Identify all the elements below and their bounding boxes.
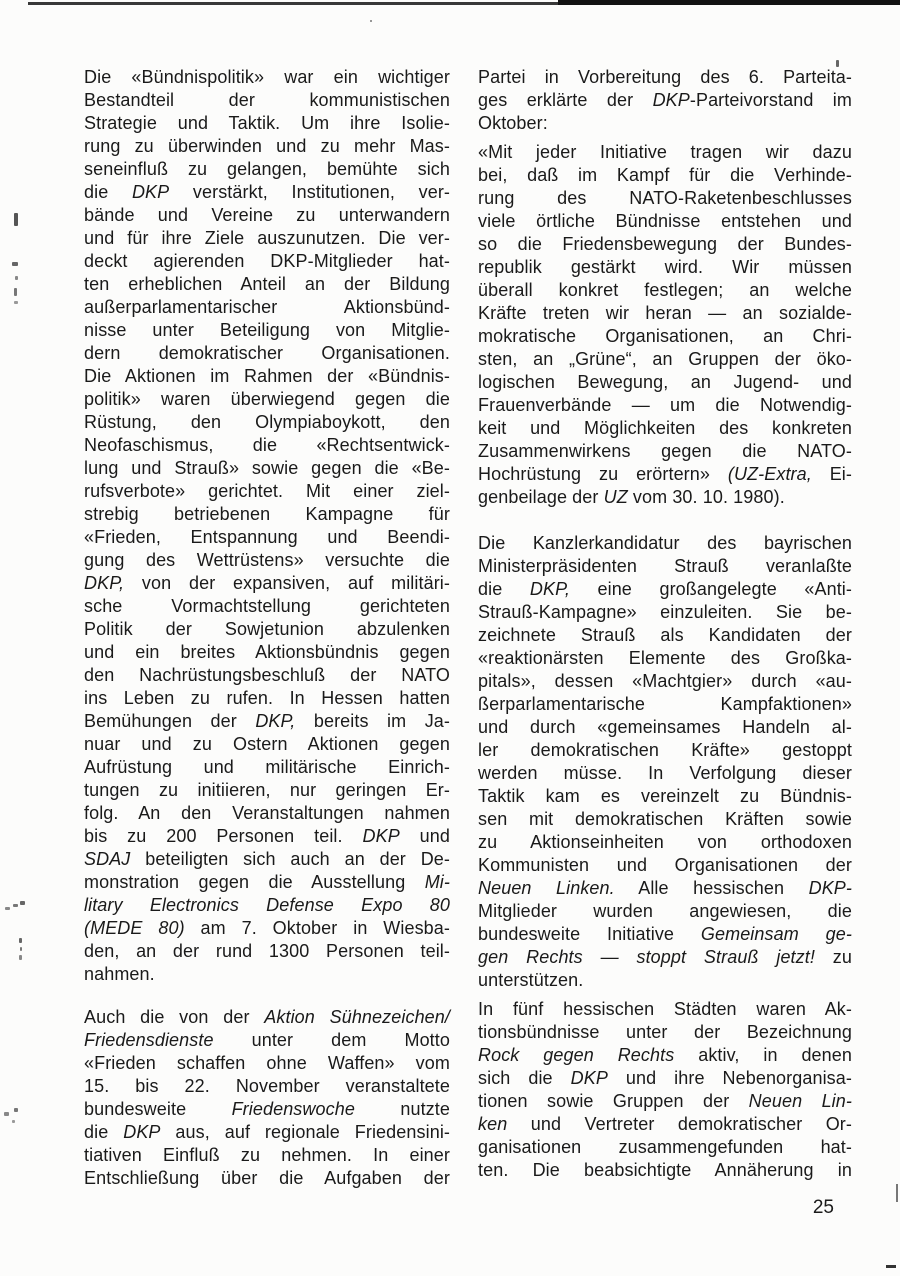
scan-artifact-speck	[370, 20, 372, 22]
text-line: «Mit jeder Initiative tragen wir dazu	[478, 142, 852, 162]
scan-artifact-speck	[19, 938, 22, 943]
text-line: tungen zu initiieren, nur geringen Er-	[84, 780, 450, 800]
text-line: bei, daß im Kampf für die Verhinde-	[478, 165, 852, 185]
scan-artifact-speck	[20, 947, 22, 951]
text-line: zeichnete Strauß als Kandidaten der	[478, 625, 852, 645]
text-line: politik» waren überwiegend gegen die	[84, 389, 450, 409]
text-line: Ministerpräsidenten Strauß veranlaßte	[478, 556, 852, 576]
text-line: den Nachrüstungsbeschluß der NATO	[84, 665, 450, 685]
text-line: Auch die von der Aktion Sühnezeichen/	[84, 1007, 451, 1027]
text-line: so die Friedensbewegung der Bundes-	[478, 234, 852, 254]
paragraph	[478, 532, 852, 992]
text-line: rung des NATO-Raketenbeschlusses	[478, 188, 852, 208]
text-line: und durch «gemeinsames Handeln al-	[478, 717, 852, 737]
text-line: «Frieden, Entspannung und Beendi-	[84, 527, 450, 547]
paragraph	[478, 66, 852, 135]
scan-artifact-corner-mark	[886, 1265, 896, 1268]
paragraph	[84, 66, 450, 986]
text-line: republik gestärkt wird. Wir müssen	[478, 257, 852, 277]
text-line: ten erheblichen Anteil an der Bildung	[84, 274, 450, 294]
text-line: tionen sowie Gruppen der Neuen Lin-	[478, 1091, 852, 1111]
text-line: ler demokratischen Kräfte» gestoppt	[478, 740, 852, 760]
scan-artifact-speck	[12, 1120, 15, 1123]
text-line: sich die DKP und ihre Nebenorganisa-	[478, 1068, 852, 1088]
scan-artifact-speck	[4, 1112, 9, 1116]
text-line: Bestandteil der kommunistischen	[84, 90, 450, 110]
page-number: 25	[812, 1197, 834, 1218]
text-line: überall konkret festlegen; an welche	[478, 280, 852, 300]
text-line: unterstützen.	[478, 970, 584, 990]
text-line: Oktober:	[478, 113, 548, 133]
text-line: dern demokratischer Organisationen.	[84, 343, 450, 363]
text-line: Kommunisten und Organisationen der	[478, 855, 852, 875]
scan-artifact-speck	[20, 901, 25, 905]
text-line: und für ihre Ziele auszunutzen. Die ver-	[84, 228, 450, 248]
text-line: Hochrüstung zu erörtern» (UZ-Extra, Ei-	[478, 464, 853, 484]
text-line: sen mit demokratischen Kräften sowie	[478, 809, 852, 829]
text-line: Zusammenwirkens gegen die NATO-	[478, 441, 852, 461]
text-line: logischen Bewegung, an Jugend- und	[478, 372, 852, 392]
scan-artifact-edge-line	[896, 1184, 898, 1202]
scan-artifact-speck	[19, 955, 22, 960]
text-line: Aufrüstung und militärische Einrich-	[84, 757, 450, 777]
text-line: den, an der rund 1300 Personen teil-	[84, 941, 450, 961]
text-line: nuar und zu Ostern Aktionen gegen	[84, 734, 450, 754]
text-line: nisse unter Beteiligung von Mitglie-	[84, 320, 450, 340]
paragraph	[84, 1006, 450, 1190]
text-line: Die Aktionen im Rahmen der «Bündnis-	[84, 366, 450, 386]
text-line: litary Electronics Defense Expo 80	[84, 895, 450, 915]
text-line: deckt agierenden DKP-Mitglieder hat-	[84, 251, 450, 271]
text-line: In fünf hessischen Städten waren Ak-	[478, 999, 852, 1019]
text-line: ganisationen zusammengefunden hat-	[478, 1137, 852, 1157]
text-line: bände und Vereine zu unterwandern	[84, 205, 450, 225]
text-line: viele örtliche Bündnisse entstehen und	[478, 211, 852, 231]
text-line: genbeilage der UZ vom 30. 10. 1980).	[478, 487, 785, 507]
text-line: lung und Strauß» sowie gegen die «Be-	[84, 458, 450, 478]
text-line: außerparlamentarischer Aktionsbünd-	[84, 297, 450, 317]
text-line: Die «Bündnispolitik» war ein wichtiger	[84, 67, 450, 87]
text-column-right	[478, 66, 852, 1202]
text-line: mokratische Organisationen, an Chri-	[478, 326, 852, 346]
text-line: bis zu 200 Personen teil. DKP und	[84, 826, 450, 846]
text-line: Die Kanzlerkandidatur des bayrischen	[478, 533, 852, 553]
text-line: folg. An den Veranstaltungen nahmen	[84, 803, 450, 823]
text-line: rufsverbote» gerichtet. Mit einer ziel-	[84, 481, 450, 501]
scan-artifact-speck	[5, 907, 10, 910]
text-line: ten. Die beabsichtigte Annäherung in	[478, 1160, 852, 1180]
text-line: ges erklärte der DKP-Parteivorstand im	[478, 90, 852, 110]
paragraph	[478, 141, 852, 509]
text-line: keit und Möglichkeiten des konkreten	[478, 418, 852, 438]
text-line: DKP, von der expansiven, auf militäri-	[84, 573, 450, 593]
text-line: gen Rechts — stoppt Strauß jetzt! zu	[478, 947, 852, 967]
text-line: Rock gegen Rechts aktiv, in denen	[478, 1045, 853, 1065]
text-line: Friedensdienste unter dem Motto	[84, 1030, 450, 1050]
text-line: pitals», dessen «Machtgier» durch «au-	[478, 671, 852, 691]
text-line: Frauenverbände — um die Notwendig-	[478, 395, 852, 415]
scan-artifact-speck	[14, 1108, 18, 1112]
scan-artifact-speck	[14, 301, 18, 304]
text-line: Strategie und Taktik. Um ihre Isolie-	[84, 113, 450, 133]
text-line: Bemühungen der DKP, bereits im Ja-	[84, 711, 450, 731]
text-line: seneinfluß zu gelangen, bemühte sich	[84, 159, 450, 179]
text-line: Rüstung, den Olympiaboykott, den	[84, 412, 450, 432]
text-line: ins Leben zu rufen. In Hessen hatten	[84, 688, 450, 708]
text-line: rung zu überwinden und zu mehr Mas-	[84, 136, 450, 156]
text-line: «reaktionärsten Elemente des Großka-	[478, 648, 852, 668]
paragraph	[478, 998, 852, 1182]
text-line: Mitglieder wurden angewiesen, die	[478, 901, 852, 921]
scan-artifact-speck	[14, 288, 17, 296]
text-line: gung des Wettrüstens» versuchte die	[84, 550, 450, 570]
text-line: werden müsse. In Verfolgung dieser	[478, 763, 852, 783]
text-line: Partei in Vorbereitung des 6. Parteita-	[478, 67, 852, 87]
text-line: Taktik kam es vereinzelt zu Bündnis-	[478, 786, 852, 806]
text-line: (MEDE 80) am 7. Oktober in Wiesba-	[84, 918, 450, 938]
text-line: Neuen Linken. Alle hessischen DKP-	[478, 878, 852, 898]
text-line: bundesweite Initiative Gemeinsam ge-	[478, 924, 852, 944]
text-line: ken und Vertreter demokratischer Or-	[478, 1114, 852, 1134]
text-line: tionsbündnisse unter der Bezeichnung	[478, 1022, 852, 1042]
text-line: und ein breites Aktionsbündnis gegen	[84, 642, 450, 662]
scan-artifact-speck	[14, 213, 18, 226]
text-line: Strauß-Kampagne» einzuleiten. Sie be-	[478, 602, 852, 622]
scan-artifact-top-edge	[28, 2, 560, 5]
text-line: die DKP aus, auf regionale Friedensini-	[84, 1122, 451, 1142]
text-line: bundesweite Friedenswoche nutzte	[84, 1099, 450, 1119]
text-line: Entschließung über die Aufgaben der	[84, 1168, 450, 1188]
text-line: nahmen.	[84, 964, 155, 984]
scan-artifact-top-edge	[558, 0, 900, 5]
text-line: zu Aktionseinheiten von orthodoxen	[478, 832, 852, 852]
text-line: monstration gegen die Ausstellung Mi-	[84, 872, 450, 892]
text-line: Neofaschismus, die «Rechtsentwick-	[84, 435, 450, 455]
text-line: Kräfte treten wir heran — an sozialde-	[478, 303, 852, 323]
text-line: sche Vormachtstellung gerichteten	[84, 596, 450, 616]
text-line: 15. bis 22. November veranstaltete	[84, 1076, 450, 1096]
text-line: tiativen Einfluß zu nehmen. In einer	[84, 1145, 450, 1165]
text-column-left	[84, 66, 450, 1210]
text-line: die DKP verstärkt, Institutionen, ver-	[84, 182, 451, 202]
text-line: SDAJ beteiligten sich auch an der De-	[84, 849, 450, 869]
text-line: strebig betriebenen Kampagne für	[84, 504, 450, 524]
text-line: sten, an „Grüne“, an Gruppen der öko-	[478, 349, 852, 369]
text-line: «Frieden schaffen ohne Waffen» vom	[84, 1053, 450, 1073]
scan-artifact-speck	[12, 262, 18, 266]
text-line: die DKP, eine großangelegte «Anti-	[478, 579, 852, 599]
scan-artifact-speck	[15, 276, 18, 280]
text-line: ßerparlamentarische Kampfaktionen»	[478, 694, 852, 714]
scan-artifact-speck	[13, 904, 18, 907]
text-line: Politik der Sowjetunion abzulenken	[84, 619, 450, 639]
